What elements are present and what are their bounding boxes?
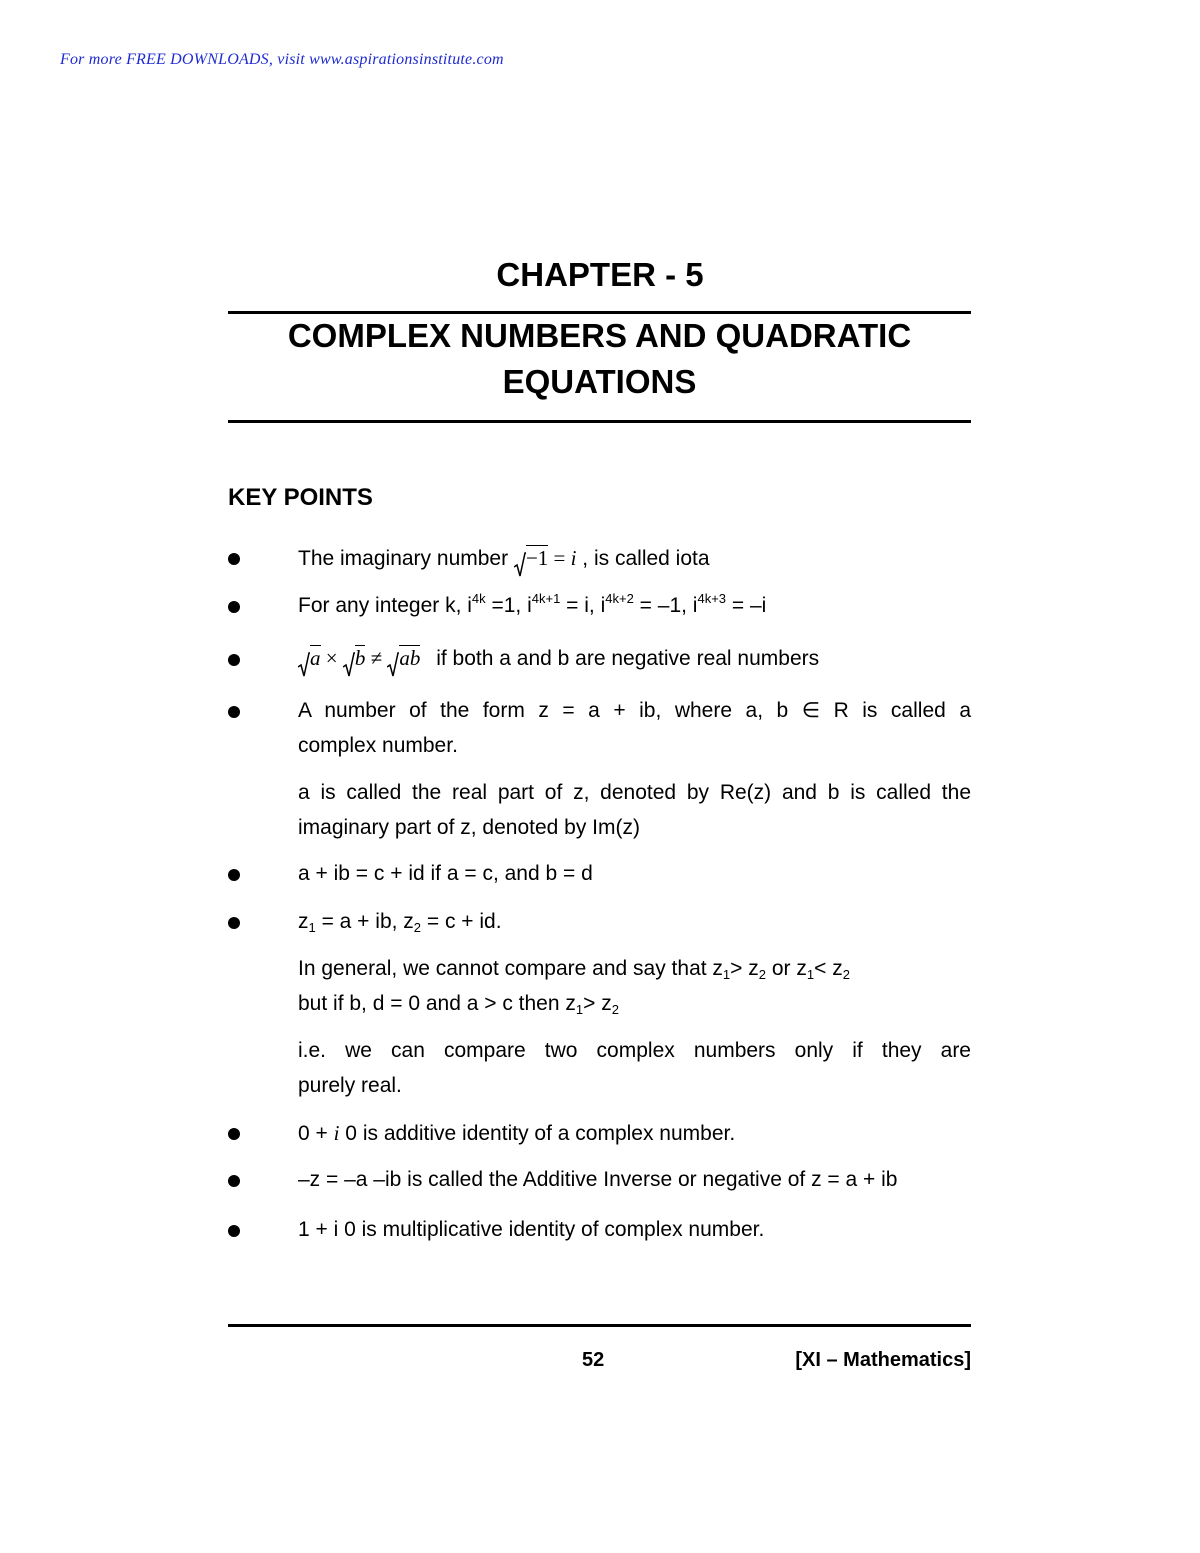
point-text: z	[298, 910, 309, 933]
radicand: b	[354, 646, 366, 670]
iota-symbol: i	[333, 1121, 340, 1145]
subscript: 1	[575, 1002, 584, 1017]
subscript: 2	[611, 1002, 619, 1017]
point-text: = a + ib,	[315, 910, 404, 933]
bullet-icon	[228, 1128, 240, 1140]
exponent: 4k	[471, 591, 486, 606]
bullet-icon	[228, 1225, 240, 1237]
subscript: 1	[308, 920, 316, 935]
page-number: 52	[582, 1349, 605, 1371]
point-text: = i, i	[560, 594, 606, 617]
radicand: a	[310, 646, 321, 670]
point-text: >	[583, 992, 602, 1015]
point-text: z	[712, 957, 723, 980]
bullet-icon	[228, 706, 240, 718]
exponent: 4k+3	[697, 591, 727, 606]
bullet-icon	[228, 1175, 240, 1187]
divider-footer	[228, 1324, 971, 1327]
watermark-link[interactable]: For more FREE DOWNLOADS, visit www.aspirationsinstitute.com	[60, 51, 504, 68]
section-heading: KEY POINTS	[228, 484, 373, 511]
times-sign: ×	[320, 646, 343, 670]
chapter-title-line2: EQUATIONS	[502, 363, 697, 400]
point-additive-identity	[298, 1121, 735, 1146]
point-text: z	[565, 992, 576, 1015]
point-text: = –i	[726, 594, 767, 617]
point-text: or	[766, 957, 797, 980]
point-text: purely real.	[298, 1074, 402, 1097]
point-text: imaginary part of z, denoted by Im(z)	[298, 816, 640, 839]
point-text: but if b, d = 0 and a > c then	[298, 992, 566, 1015]
point-text: <	[814, 957, 833, 980]
bullet-icon	[228, 553, 240, 565]
subscript: 2	[413, 920, 422, 935]
point-text: z	[748, 957, 759, 980]
point-text: i.e. we can compare two complex numbers only if they are	[298, 1039, 971, 1062]
point-text: A number of the form z = a + ib, where a, b ∈ R is called a	[298, 699, 971, 722]
point-text: a + ib = c + id if a = c, and b = d	[298, 862, 593, 885]
point-compare	[298, 957, 850, 981]
point-text: The imaginary number	[298, 547, 509, 570]
iota-symbol: i	[570, 546, 577, 570]
bullet-icon	[228, 654, 240, 666]
point-text: >	[730, 957, 749, 980]
sqrt-icon	[514, 552, 526, 578]
sqrt-icon	[343, 652, 355, 678]
sqrt-icon	[298, 652, 310, 678]
point-text: 0 is additive identity of a complex number.	[339, 1122, 736, 1145]
point-text: z	[601, 992, 612, 1015]
bullet-icon	[228, 601, 240, 613]
chapter-title	[228, 313, 971, 405]
point-text: , is called iota	[576, 547, 710, 570]
point-text: z	[832, 957, 843, 980]
chapter-label: CHAPTER - 5	[496, 256, 704, 293]
point-text: = –1, i	[633, 594, 698, 617]
not-equal-sign: ≠	[365, 646, 388, 670]
subscript: 2	[842, 967, 850, 982]
point-text: For any integer k, i	[298, 594, 472, 617]
divider-middle	[228, 420, 971, 423]
point-iota	[298, 546, 710, 578]
subscript: 2	[758, 967, 766, 982]
point-text: =1, i	[485, 594, 532, 617]
sqrt-icon	[387, 652, 399, 678]
chapter-title-line1: COMPLEX NUMBERS AND QUADRATIC	[287, 317, 912, 354]
radicand: −1	[525, 546, 549, 570]
subscript: 1	[722, 967, 731, 982]
point-text: 0 +	[298, 1122, 334, 1145]
radicand: ab	[399, 646, 421, 670]
point-text: 1 + i 0 is multiplicative identity of complex number.	[298, 1218, 765, 1241]
point-compare	[298, 992, 619, 1016]
point-text: z	[403, 910, 414, 933]
point-sqrt-product	[298, 646, 819, 678]
exponent: 4k+2	[605, 591, 634, 606]
point-powers-of-i	[298, 591, 767, 618]
point-text: complex number.	[298, 734, 458, 757]
point-text: –z = –a –ib is called the Additive Inverse or negative of z = a + ib	[298, 1168, 898, 1191]
bullet-icon	[228, 869, 240, 881]
subject-label: [XI – Mathematics]	[795, 1349, 971, 1371]
equals-sign: =	[548, 546, 571, 570]
bullet-icon	[228, 917, 240, 929]
point-compare	[298, 910, 502, 934]
exponent: 4k+1	[531, 591, 561, 606]
point-text: a is called the real part of z, denoted by Re(z) and b is called the	[298, 781, 971, 804]
point-text: z	[796, 957, 807, 980]
point-text: In general, we cannot compare and say that	[298, 957, 713, 980]
point-text: if both a and b are negative real numbers	[436, 647, 820, 670]
point-text: = c + id.	[421, 910, 502, 933]
subscript: 1	[806, 967, 815, 982]
